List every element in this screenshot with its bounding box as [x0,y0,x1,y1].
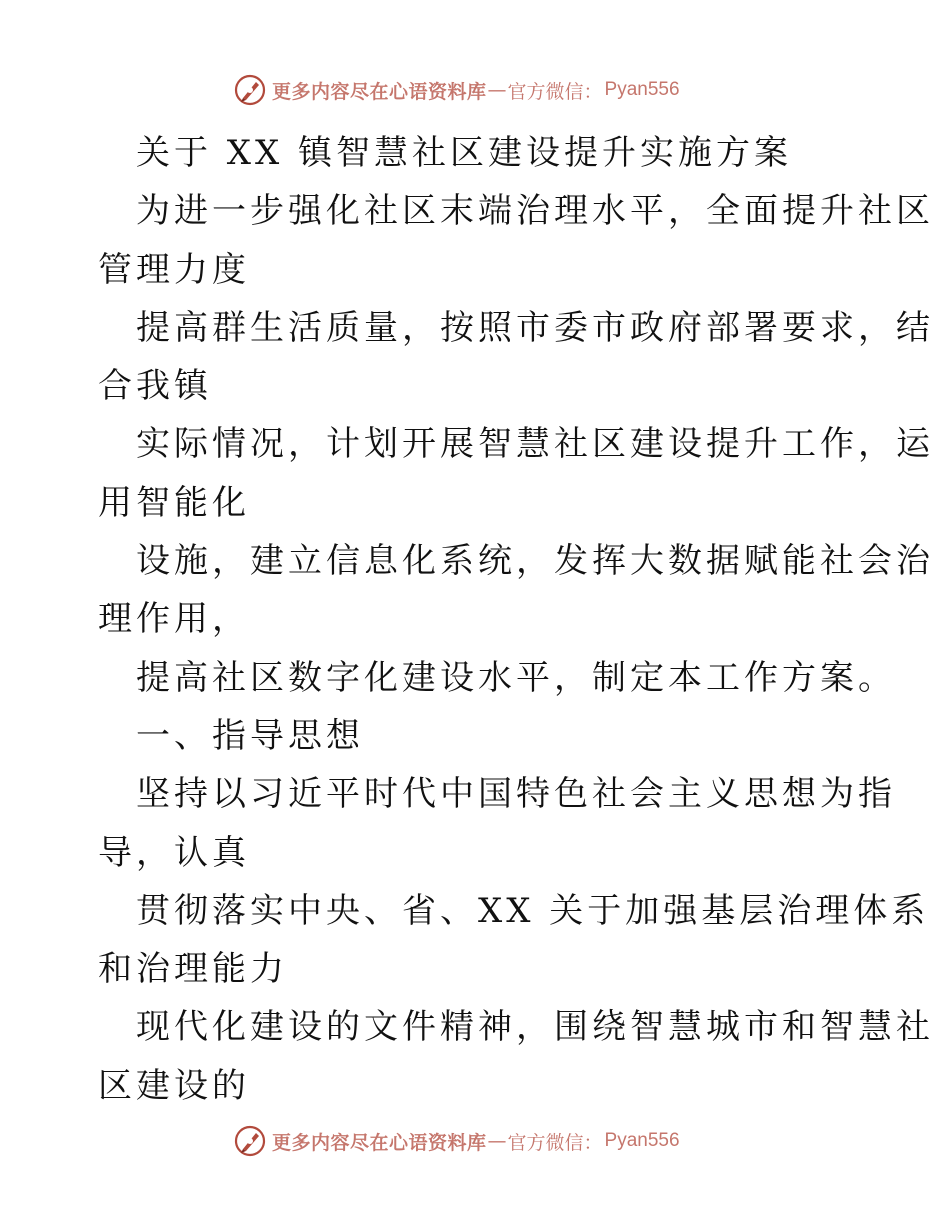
watermark-banner-bottom [234,1123,680,1159]
watermark-dash: — [487,79,507,101]
body-line: 合我镇 [98,366,212,407]
document-title: 关于 XX 镇智慧社区建设提升实施方案 [136,133,793,173]
quill-pen-logo-icon [234,1125,266,1157]
body-line: 区建设的 [98,1065,250,1106]
body-line: 提高社区数字化建设水平，制定本工作方案。 [136,657,896,698]
body-line: 和治理能力 [98,949,288,990]
document-body [98,124,934,1115]
watermark-wechat-id: Pyan556 [604,79,680,100]
body-line: 为进一步强化社区末端治理水平，全面提升社区 [136,191,934,232]
quill-pen-logo-icon [234,74,266,106]
body-line: 导，认真 [98,832,250,873]
body-line: 用智能化 [98,482,250,523]
body-line: 管理力度 [98,249,250,290]
body-line: 坚持以习近平时代中国特色社会主义思想为指 [136,774,896,815]
body-line: 一、指导思想 [136,715,364,756]
body-line: 理作用， [98,599,250,640]
body-line: 现代化建设的文件精神，围绕智慧城市和智慧社 [136,1007,934,1048]
watermark-wechat-label: 官方微信： [507,80,603,103]
watermark-wechat-id: Pyan556 [604,1130,680,1151]
document-lines [98,182,934,1115]
body-line: 贯彻落实中央、省、XX 关于加强基层治理体系 [136,890,930,931]
watermark-banner-top [234,72,680,108]
watermark-wechat-label: 官方微信： [507,1131,603,1154]
body-line: 实际情况，计划开展智慧社区建设提升工作，运 [136,424,934,465]
watermark-dash: — [487,1130,507,1152]
watermark-slogan: 更多内容尽在心语资料库 [272,80,487,103]
body-line: 提高群生活质量，按照市委市政府部署要求，结 [136,307,934,348]
body-line: 设施，建立信息化系统，发挥大数据赋能社会治 [136,541,934,582]
watermark-slogan: 更多内容尽在心语资料库 [272,1131,487,1154]
